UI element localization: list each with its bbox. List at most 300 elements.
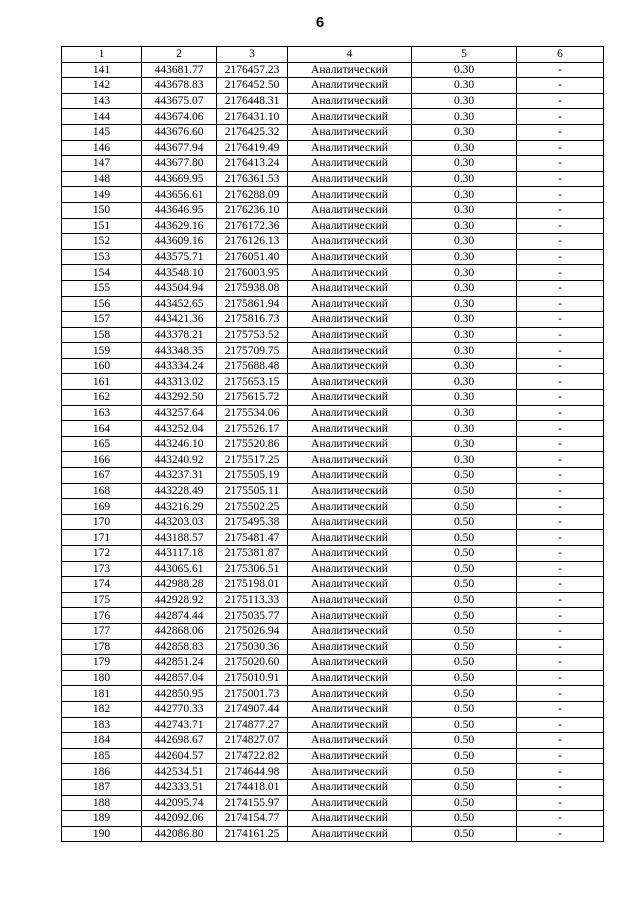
accuracy-cell: 0.50 [412, 530, 517, 546]
note-cell: - [517, 733, 604, 749]
x-coordinate-cell: 442698.67 [142, 733, 217, 749]
method-cell: Аналитический [288, 390, 412, 406]
method-cell: Аналитический [288, 343, 412, 359]
table-row [62, 499, 604, 515]
accuracy-cell: 0.50 [412, 592, 517, 608]
point-number-cell: 180 [62, 670, 142, 686]
method-cell: Аналитический [288, 717, 412, 733]
method-cell: Аналитический [288, 436, 412, 452]
accuracy-cell: 0.50 [412, 623, 517, 639]
y-coordinate-cell: 2175010.91 [217, 670, 288, 686]
table-row [62, 249, 604, 265]
accuracy-cell: 0.30 [412, 109, 517, 125]
y-coordinate-cell: 2176431.10 [217, 109, 288, 125]
y-coordinate-cell: 2176236.10 [217, 202, 288, 218]
x-coordinate-cell: 443188.57 [142, 530, 217, 546]
x-coordinate-cell: 442604.57 [142, 748, 217, 764]
table-row [62, 670, 604, 686]
method-cell: Аналитический [288, 748, 412, 764]
note-cell: - [517, 93, 604, 109]
x-coordinate-cell: 442851.24 [142, 655, 217, 671]
column-header: 1 [62, 47, 142, 63]
point-number-cell: 176 [62, 608, 142, 624]
accuracy-cell: 0.50 [412, 795, 517, 811]
accuracy-cell: 0.50 [412, 483, 517, 499]
point-number-cell: 163 [62, 405, 142, 421]
x-coordinate-cell: 443678.83 [142, 78, 217, 94]
table-row [62, 748, 604, 764]
table-row [62, 795, 604, 811]
method-cell: Аналитический [288, 826, 412, 842]
method-cell: Аналитический [288, 779, 412, 795]
accuracy-cell: 0.30 [412, 202, 517, 218]
point-number-cell: 153 [62, 249, 142, 265]
accuracy-cell: 0.30 [412, 171, 517, 187]
x-coordinate-cell: 443681.77 [142, 62, 217, 78]
method-cell: Аналитический [288, 421, 412, 437]
x-coordinate-cell: 442874.44 [142, 608, 217, 624]
x-coordinate-cell: 442092.06 [142, 811, 217, 827]
accuracy-cell: 0.30 [412, 124, 517, 140]
column-header: 6 [517, 47, 604, 63]
table-row [62, 171, 604, 187]
y-coordinate-cell: 2175526.17 [217, 421, 288, 437]
y-coordinate-cell: 2174155.97 [217, 795, 288, 811]
accuracy-cell: 0.30 [412, 78, 517, 94]
y-coordinate-cell: 2175615.72 [217, 390, 288, 406]
table-row [62, 109, 604, 125]
note-cell: - [517, 546, 604, 562]
y-coordinate-cell: 2175026.94 [217, 623, 288, 639]
accuracy-cell: 0.50 [412, 499, 517, 515]
y-coordinate-cell: 2176448.31 [217, 93, 288, 109]
x-coordinate-cell: 443252.04 [142, 421, 217, 437]
x-coordinate-cell: 442868.06 [142, 623, 217, 639]
x-coordinate-cell: 442095.74 [142, 795, 217, 811]
accuracy-cell: 0.30 [412, 296, 517, 312]
header-row [62, 47, 604, 63]
table-row [62, 779, 604, 795]
page-number: 6 [315, 14, 325, 31]
point-number-cell: 182 [62, 701, 142, 717]
accuracy-cell: 0.50 [412, 717, 517, 733]
table-row [62, 62, 604, 78]
note-cell: - [517, 234, 604, 250]
accuracy-cell: 0.50 [412, 561, 517, 577]
note-cell: - [517, 390, 604, 406]
point-number-cell: 189 [62, 811, 142, 827]
x-coordinate-cell: 443504.94 [142, 280, 217, 296]
method-cell: Аналитический [288, 202, 412, 218]
method-cell: Аналитический [288, 546, 412, 562]
y-coordinate-cell: 2175381.87 [217, 546, 288, 562]
accuracy-cell: 0.50 [412, 701, 517, 717]
table-row [62, 156, 604, 172]
accuracy-cell: 0.30 [412, 265, 517, 281]
note-cell: - [517, 608, 604, 624]
table-row [62, 265, 604, 281]
point-number-cell: 158 [62, 327, 142, 343]
point-number-cell: 190 [62, 826, 142, 842]
coordinates-table [61, 46, 604, 842]
note-cell: - [517, 202, 604, 218]
note-cell: - [517, 405, 604, 421]
note-cell: - [517, 171, 604, 187]
x-coordinate-cell: 442858.83 [142, 639, 217, 655]
y-coordinate-cell: 2175653.15 [217, 374, 288, 390]
column-header: 2 [142, 47, 217, 63]
x-coordinate-cell: 443656.61 [142, 187, 217, 203]
point-number-cell: 143 [62, 93, 142, 109]
note-cell: - [517, 62, 604, 78]
point-number-cell: 169 [62, 499, 142, 515]
method-cell: Аналитический [288, 312, 412, 328]
y-coordinate-cell: 2175534.06 [217, 405, 288, 421]
point-number-cell: 175 [62, 592, 142, 608]
x-coordinate-cell: 443348.35 [142, 343, 217, 359]
note-cell: - [517, 343, 604, 359]
table-body [62, 62, 604, 842]
y-coordinate-cell: 2175861.94 [217, 296, 288, 312]
x-coordinate-cell: 443646.95 [142, 202, 217, 218]
method-cell: Аналитический [288, 701, 412, 717]
note-cell: - [517, 655, 604, 671]
point-number-cell: 173 [62, 561, 142, 577]
x-coordinate-cell: 443334.24 [142, 358, 217, 374]
y-coordinate-cell: 2175709.75 [217, 343, 288, 359]
table-row [62, 234, 604, 250]
point-number-cell: 144 [62, 109, 142, 125]
y-coordinate-cell: 2175520.86 [217, 436, 288, 452]
x-coordinate-cell: 443246.10 [142, 436, 217, 452]
note-cell: - [517, 249, 604, 265]
table-row [62, 343, 604, 359]
y-coordinate-cell: 2174827.07 [217, 733, 288, 749]
x-coordinate-cell: 443669.95 [142, 171, 217, 187]
point-number-cell: 146 [62, 140, 142, 156]
note-cell: - [517, 748, 604, 764]
note-cell: - [517, 811, 604, 827]
accuracy-cell: 0.50 [412, 655, 517, 671]
method-cell: Аналитический [288, 62, 412, 78]
x-coordinate-cell: 442857.04 [142, 670, 217, 686]
point-number-cell: 179 [62, 655, 142, 671]
table-row [62, 561, 604, 577]
y-coordinate-cell: 2175030.36 [217, 639, 288, 655]
column-header: 5 [412, 47, 517, 63]
y-coordinate-cell: 2174877.27 [217, 717, 288, 733]
y-coordinate-cell: 2176425.32 [217, 124, 288, 140]
table-row [62, 390, 604, 406]
accuracy-cell: 0.30 [412, 234, 517, 250]
point-number-cell: 155 [62, 280, 142, 296]
x-coordinate-cell: 442086.80 [142, 826, 217, 842]
table-row [62, 514, 604, 530]
point-number-cell: 162 [62, 390, 142, 406]
method-cell: Аналитический [288, 280, 412, 296]
table-row [62, 327, 604, 343]
note-cell: - [517, 639, 604, 655]
accuracy-cell: 0.30 [412, 280, 517, 296]
point-number-cell: 157 [62, 312, 142, 328]
note-cell: - [517, 218, 604, 234]
point-number-cell: 174 [62, 577, 142, 593]
note-cell: - [517, 436, 604, 452]
y-coordinate-cell: 2175505.11 [217, 483, 288, 499]
x-coordinate-cell: 442850.95 [142, 686, 217, 702]
accuracy-cell: 0.30 [412, 249, 517, 265]
y-coordinate-cell: 2176452.50 [217, 78, 288, 94]
table-row [62, 78, 604, 94]
note-cell: - [517, 280, 604, 296]
note-cell: - [517, 312, 604, 328]
accuracy-cell: 0.30 [412, 62, 517, 78]
column-header: 4 [288, 47, 412, 63]
y-coordinate-cell: 2175198.01 [217, 577, 288, 593]
table-row [62, 93, 604, 109]
accuracy-cell: 0.30 [412, 436, 517, 452]
point-number-cell: 160 [62, 358, 142, 374]
x-coordinate-cell: 442333.51 [142, 779, 217, 795]
point-number-cell: 145 [62, 124, 142, 140]
y-coordinate-cell: 2174161.25 [217, 826, 288, 842]
accuracy-cell: 0.30 [412, 93, 517, 109]
point-number-cell: 187 [62, 779, 142, 795]
accuracy-cell: 0.50 [412, 514, 517, 530]
method-cell: Аналитический [288, 608, 412, 624]
note-cell: - [517, 514, 604, 530]
method-cell: Аналитический [288, 171, 412, 187]
method-cell: Аналитический [288, 109, 412, 125]
table-row [62, 187, 604, 203]
method-cell: Аналитический [288, 499, 412, 515]
note-cell: - [517, 265, 604, 281]
note-cell: - [517, 592, 604, 608]
note-cell: - [517, 670, 604, 686]
table-row [62, 701, 604, 717]
point-number-cell: 185 [62, 748, 142, 764]
y-coordinate-cell: 2176457.23 [217, 62, 288, 78]
accuracy-cell: 0.30 [412, 156, 517, 172]
accuracy-cell: 0.30 [412, 374, 517, 390]
point-number-cell: 148 [62, 171, 142, 187]
method-cell: Аналитический [288, 530, 412, 546]
table-row [62, 764, 604, 780]
y-coordinate-cell: 2174907.44 [217, 701, 288, 717]
x-coordinate-cell: 443677.94 [142, 140, 217, 156]
accuracy-cell: 0.50 [412, 779, 517, 795]
y-coordinate-cell: 2175495.38 [217, 514, 288, 530]
table-row [62, 140, 604, 156]
method-cell: Аналитический [288, 327, 412, 343]
note-cell: - [517, 530, 604, 546]
x-coordinate-cell: 443228.49 [142, 483, 217, 499]
method-cell: Аналитический [288, 140, 412, 156]
note-cell: - [517, 296, 604, 312]
note-cell: - [517, 78, 604, 94]
point-number-cell: 141 [62, 62, 142, 78]
note-cell: - [517, 686, 604, 702]
method-cell: Аналитический [288, 483, 412, 499]
note-cell: - [517, 156, 604, 172]
point-number-cell: 186 [62, 764, 142, 780]
accuracy-cell: 0.50 [412, 468, 517, 484]
point-number-cell: 168 [62, 483, 142, 499]
x-coordinate-cell: 443240.92 [142, 452, 217, 468]
y-coordinate-cell: 2175020.60 [217, 655, 288, 671]
point-number-cell: 171 [62, 530, 142, 546]
method-cell: Аналитический [288, 187, 412, 203]
method-cell: Аналитический [288, 296, 412, 312]
x-coordinate-cell: 443203.03 [142, 514, 217, 530]
point-number-cell: 150 [62, 202, 142, 218]
method-cell: Аналитический [288, 795, 412, 811]
table-row [62, 655, 604, 671]
point-number-cell: 156 [62, 296, 142, 312]
accuracy-cell: 0.30 [412, 421, 517, 437]
table-row [62, 202, 604, 218]
x-coordinate-cell: 443117.18 [142, 546, 217, 562]
point-number-cell: 165 [62, 436, 142, 452]
method-cell: Аналитический [288, 124, 412, 140]
note-cell: - [517, 701, 604, 717]
x-coordinate-cell: 443629.16 [142, 218, 217, 234]
y-coordinate-cell: 2175502.25 [217, 499, 288, 515]
accuracy-cell: 0.30 [412, 218, 517, 234]
point-number-cell: 188 [62, 795, 142, 811]
y-coordinate-cell: 2174722.82 [217, 748, 288, 764]
method-cell: Аналитический [288, 93, 412, 109]
table-row [62, 483, 604, 499]
point-number-cell: 177 [62, 623, 142, 639]
accuracy-cell: 0.30 [412, 405, 517, 421]
table-row [62, 623, 604, 639]
table-row [62, 530, 604, 546]
point-number-cell: 159 [62, 343, 142, 359]
x-coordinate-cell: 443548.10 [142, 265, 217, 281]
method-cell: Аналитический [288, 655, 412, 671]
accuracy-cell: 0.30 [412, 187, 517, 203]
x-coordinate-cell: 443452.65 [142, 296, 217, 312]
table-row [62, 405, 604, 421]
table-row [62, 826, 604, 842]
table-row [62, 717, 604, 733]
note-cell: - [517, 499, 604, 515]
note-cell: - [517, 764, 604, 780]
x-coordinate-cell: 442770.33 [142, 701, 217, 717]
method-cell: Аналитический [288, 156, 412, 172]
note-cell: - [517, 327, 604, 343]
method-cell: Аналитический [288, 561, 412, 577]
table-row [62, 546, 604, 562]
accuracy-cell: 0.50 [412, 546, 517, 562]
y-coordinate-cell: 2175517.25 [217, 452, 288, 468]
x-coordinate-cell: 442534.51 [142, 764, 217, 780]
note-cell: - [517, 577, 604, 593]
accuracy-cell: 0.50 [412, 826, 517, 842]
point-number-cell: 178 [62, 639, 142, 655]
y-coordinate-cell: 2176051.40 [217, 249, 288, 265]
note-cell: - [517, 358, 604, 374]
note-cell: - [517, 826, 604, 842]
method-cell: Аналитический [288, 577, 412, 593]
table-row [62, 686, 604, 702]
method-cell: Аналитический [288, 686, 412, 702]
point-number-cell: 151 [62, 218, 142, 234]
table-row [62, 218, 604, 234]
x-coordinate-cell: 443257.64 [142, 405, 217, 421]
table-row [62, 577, 604, 593]
y-coordinate-cell: 2174154.77 [217, 811, 288, 827]
accuracy-cell: 0.30 [412, 343, 517, 359]
point-number-cell: 183 [62, 717, 142, 733]
accuracy-cell: 0.30 [412, 358, 517, 374]
table-row [62, 358, 604, 374]
method-cell: Аналитический [288, 764, 412, 780]
point-number-cell: 166 [62, 452, 142, 468]
x-coordinate-cell: 442988.28 [142, 577, 217, 593]
note-cell: - [517, 421, 604, 437]
table-row [62, 639, 604, 655]
x-coordinate-cell: 443065.61 [142, 561, 217, 577]
note-cell: - [517, 561, 604, 577]
x-coordinate-cell: 443313.02 [142, 374, 217, 390]
accuracy-cell: 0.50 [412, 733, 517, 749]
accuracy-cell: 0.50 [412, 670, 517, 686]
y-coordinate-cell: 2175481.47 [217, 530, 288, 546]
method-cell: Аналитический [288, 374, 412, 390]
method-cell: Аналитический [288, 405, 412, 421]
method-cell: Аналитический [288, 623, 412, 639]
table-row [62, 421, 604, 437]
method-cell: Аналитический [288, 670, 412, 686]
y-coordinate-cell: 2174418.01 [217, 779, 288, 795]
accuracy-cell: 0.30 [412, 140, 517, 156]
note-cell: - [517, 779, 604, 795]
method-cell: Аналитический [288, 452, 412, 468]
note-cell: - [517, 124, 604, 140]
x-coordinate-cell: 443575.71 [142, 249, 217, 265]
x-coordinate-cell: 443674.06 [142, 109, 217, 125]
y-coordinate-cell: 2175306.51 [217, 561, 288, 577]
point-number-cell: 152 [62, 234, 142, 250]
method-cell: Аналитический [288, 733, 412, 749]
y-coordinate-cell: 2175001.73 [217, 686, 288, 702]
y-coordinate-cell: 2175938.08 [217, 280, 288, 296]
y-coordinate-cell: 2176413.24 [217, 156, 288, 172]
column-header: 3 [217, 47, 288, 63]
accuracy-cell: 0.50 [412, 639, 517, 655]
table-row [62, 452, 604, 468]
method-cell: Аналитический [288, 249, 412, 265]
table-row [62, 296, 604, 312]
point-number-cell: 164 [62, 421, 142, 437]
x-coordinate-cell: 443421.36 [142, 312, 217, 328]
table-row [62, 280, 604, 296]
table-row [62, 811, 604, 827]
accuracy-cell: 0.30 [412, 452, 517, 468]
y-coordinate-cell: 2175113.33 [217, 592, 288, 608]
x-coordinate-cell: 442743.71 [142, 717, 217, 733]
accuracy-cell: 0.30 [412, 312, 517, 328]
point-number-cell: 161 [62, 374, 142, 390]
table-row [62, 608, 604, 624]
x-coordinate-cell: 442928.92 [142, 592, 217, 608]
accuracy-cell: 0.30 [412, 390, 517, 406]
note-cell: - [517, 623, 604, 639]
note-cell: - [517, 452, 604, 468]
table-row [62, 592, 604, 608]
